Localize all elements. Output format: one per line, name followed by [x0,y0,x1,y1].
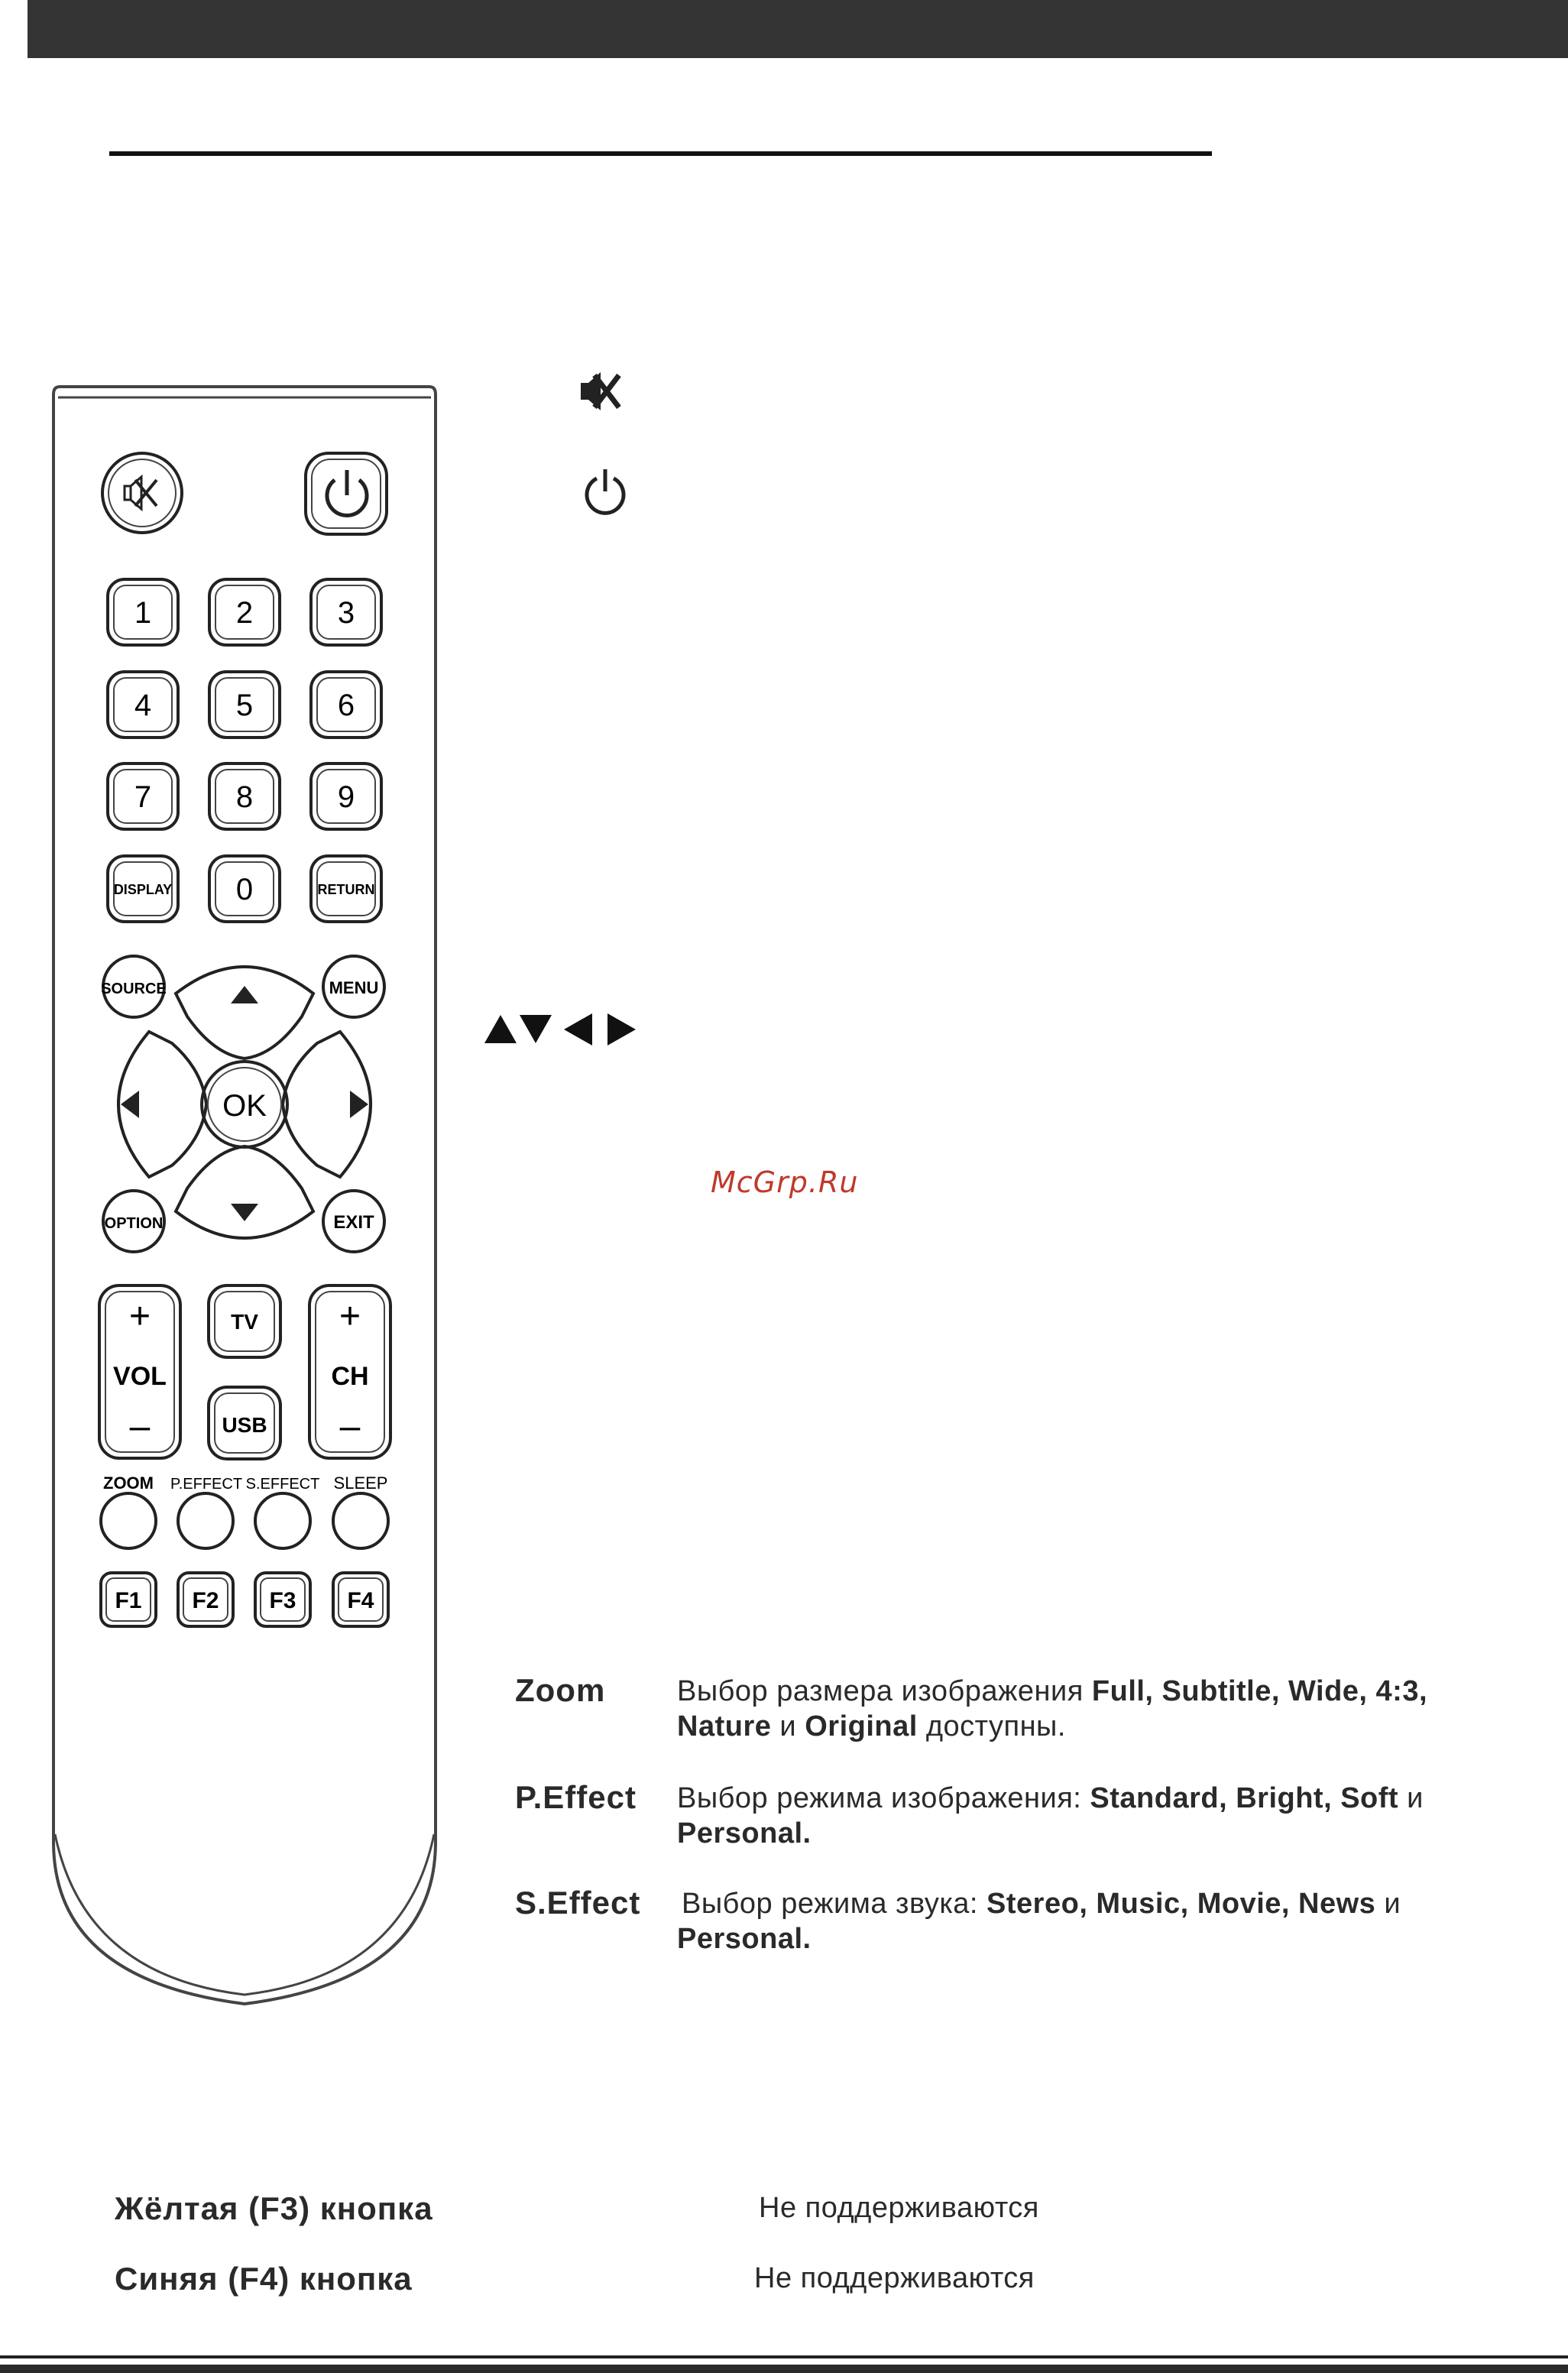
menu-label: MENU [329,978,379,997]
peffect-key-label: P.EFFECT [170,1476,243,1493]
peffect-button[interactable] [178,1493,233,1548]
sleep-key-label: SLEEP [333,1473,388,1493]
digit-0-label: 0 [235,873,254,906]
mute-button[interactable] [102,453,182,533]
display-button[interactable] [108,856,178,922]
tv-button[interactable] [209,1285,280,1357]
up-button[interactable] [176,967,313,1058]
digit-5-label: 5 [235,689,254,722]
option-label: OPTION [104,1215,164,1232]
source-button[interactable] [101,956,167,1017]
peffect-term: P.Effect [515,1779,637,1815]
seffect-description: Выбор режима звука: Stereo, Music, Movie, News и Personal. [677,1888,1401,1955]
seffect-term: S.Effect [515,1885,641,1921]
yellow-key-label: Жёлтая (F3) кнопка [115,2190,433,2226]
digit-6-button[interactable] [311,672,381,738]
zoom-key-label: ZOOM [103,1473,154,1493]
right-arrow-icon [350,1091,368,1118]
f3-button[interactable] [255,1573,310,1626]
digit-5-button[interactable] [209,672,280,738]
channel-down-label: – [339,1406,361,1447]
volume-up-label: + [128,1296,151,1337]
return-button[interactable] [311,856,381,922]
blue-key-label: Синяя (F4) кнопка [115,2261,413,2297]
channel-label: CH [331,1362,369,1391]
exit-label: EXIT [333,1212,374,1233]
power-button[interactable] [306,453,387,534]
digit-2-label: 2 [235,596,254,630]
down-button[interactable] [176,1146,313,1238]
volume-down-label: – [129,1406,151,1447]
zoom-description: Выбор размера изображения Full, Subtitle, Wide, 4:3, Nature и Original доступны. [677,1675,1428,1742]
display-label: DISPLAY [113,882,173,897]
option-button[interactable] [103,1191,164,1252]
arrow-keys-icon [484,1013,636,1045]
mute-icon [125,477,157,509]
up-arrow-icon [231,986,258,1003]
ok-button[interactable] [202,1062,287,1147]
f1-button[interactable] [101,1573,156,1626]
volume-rocker[interactable] [99,1285,180,1458]
f2-button[interactable] [178,1573,233,1626]
f4-button[interactable] [333,1573,388,1626]
digit-3-label: 3 [337,596,355,630]
digit-4-label: 4 [134,689,152,722]
watermark: McGrp.Ru [711,1165,859,1199]
digit-4-button[interactable] [108,672,178,738]
channel-rocker[interactable] [309,1285,390,1458]
source-label: SOURCE [101,981,167,997]
menu-button[interactable] [323,956,384,1017]
seffect-button[interactable] [255,1493,310,1548]
power-icon [327,470,367,515]
digit-6-label: 6 [337,689,355,722]
digit-8-button[interactable] [209,763,280,829]
seffect-key-label: S.EFFECT [245,1476,320,1493]
usb-button[interactable] [209,1387,280,1459]
ok-label: OK [222,1089,267,1123]
up-arrow-icon [484,1015,517,1043]
peffect-description: Выбор режима изображения: Standard, Bright, Soft и Personal. [677,1782,1424,1849]
mute-icon [581,372,619,410]
left-arrow-icon [121,1091,139,1118]
yellow-key-value: Не поддерживаются [759,2192,1039,2224]
down-arrow-icon [520,1015,552,1043]
right-arrow-icon [607,1013,636,1045]
blue-key-value: Не поддерживаются [754,2262,1035,2294]
tv-label: TV [231,1310,258,1334]
zoom-button[interactable] [101,1493,156,1548]
digit-9-button[interactable] [311,763,381,829]
down-arrow-icon [231,1204,258,1221]
f1-label: F1 [115,1588,142,1613]
power-icon [587,469,624,513]
f3-label: F3 [269,1588,296,1613]
left-arrow-icon [564,1013,592,1045]
channel-up-label: + [339,1296,361,1337]
digit-8-label: 8 [235,780,254,814]
f2-label: F2 [192,1588,219,1613]
digit-7-label: 7 [134,780,152,814]
footer-rule [0,2355,1568,2358]
digit-3-button[interactable] [311,579,381,645]
usb-label: USB [222,1413,267,1437]
zoom-term: Zoom [515,1672,606,1708]
digit-1-label: 1 [134,596,152,630]
digit-2-button[interactable] [209,579,280,645]
return-label: RETURN [317,882,375,897]
sleep-button[interactable] [333,1493,388,1548]
volume-label: VOL [113,1362,167,1391]
exit-button[interactable] [323,1191,384,1252]
digit-1-button[interactable] [108,579,178,645]
digit-7-button[interactable] [108,763,178,829]
digit-0-button[interactable] [209,856,280,922]
footer-bar [0,2365,1568,2373]
f4-label: F4 [347,1588,374,1613]
digit-9-label: 9 [337,780,355,814]
